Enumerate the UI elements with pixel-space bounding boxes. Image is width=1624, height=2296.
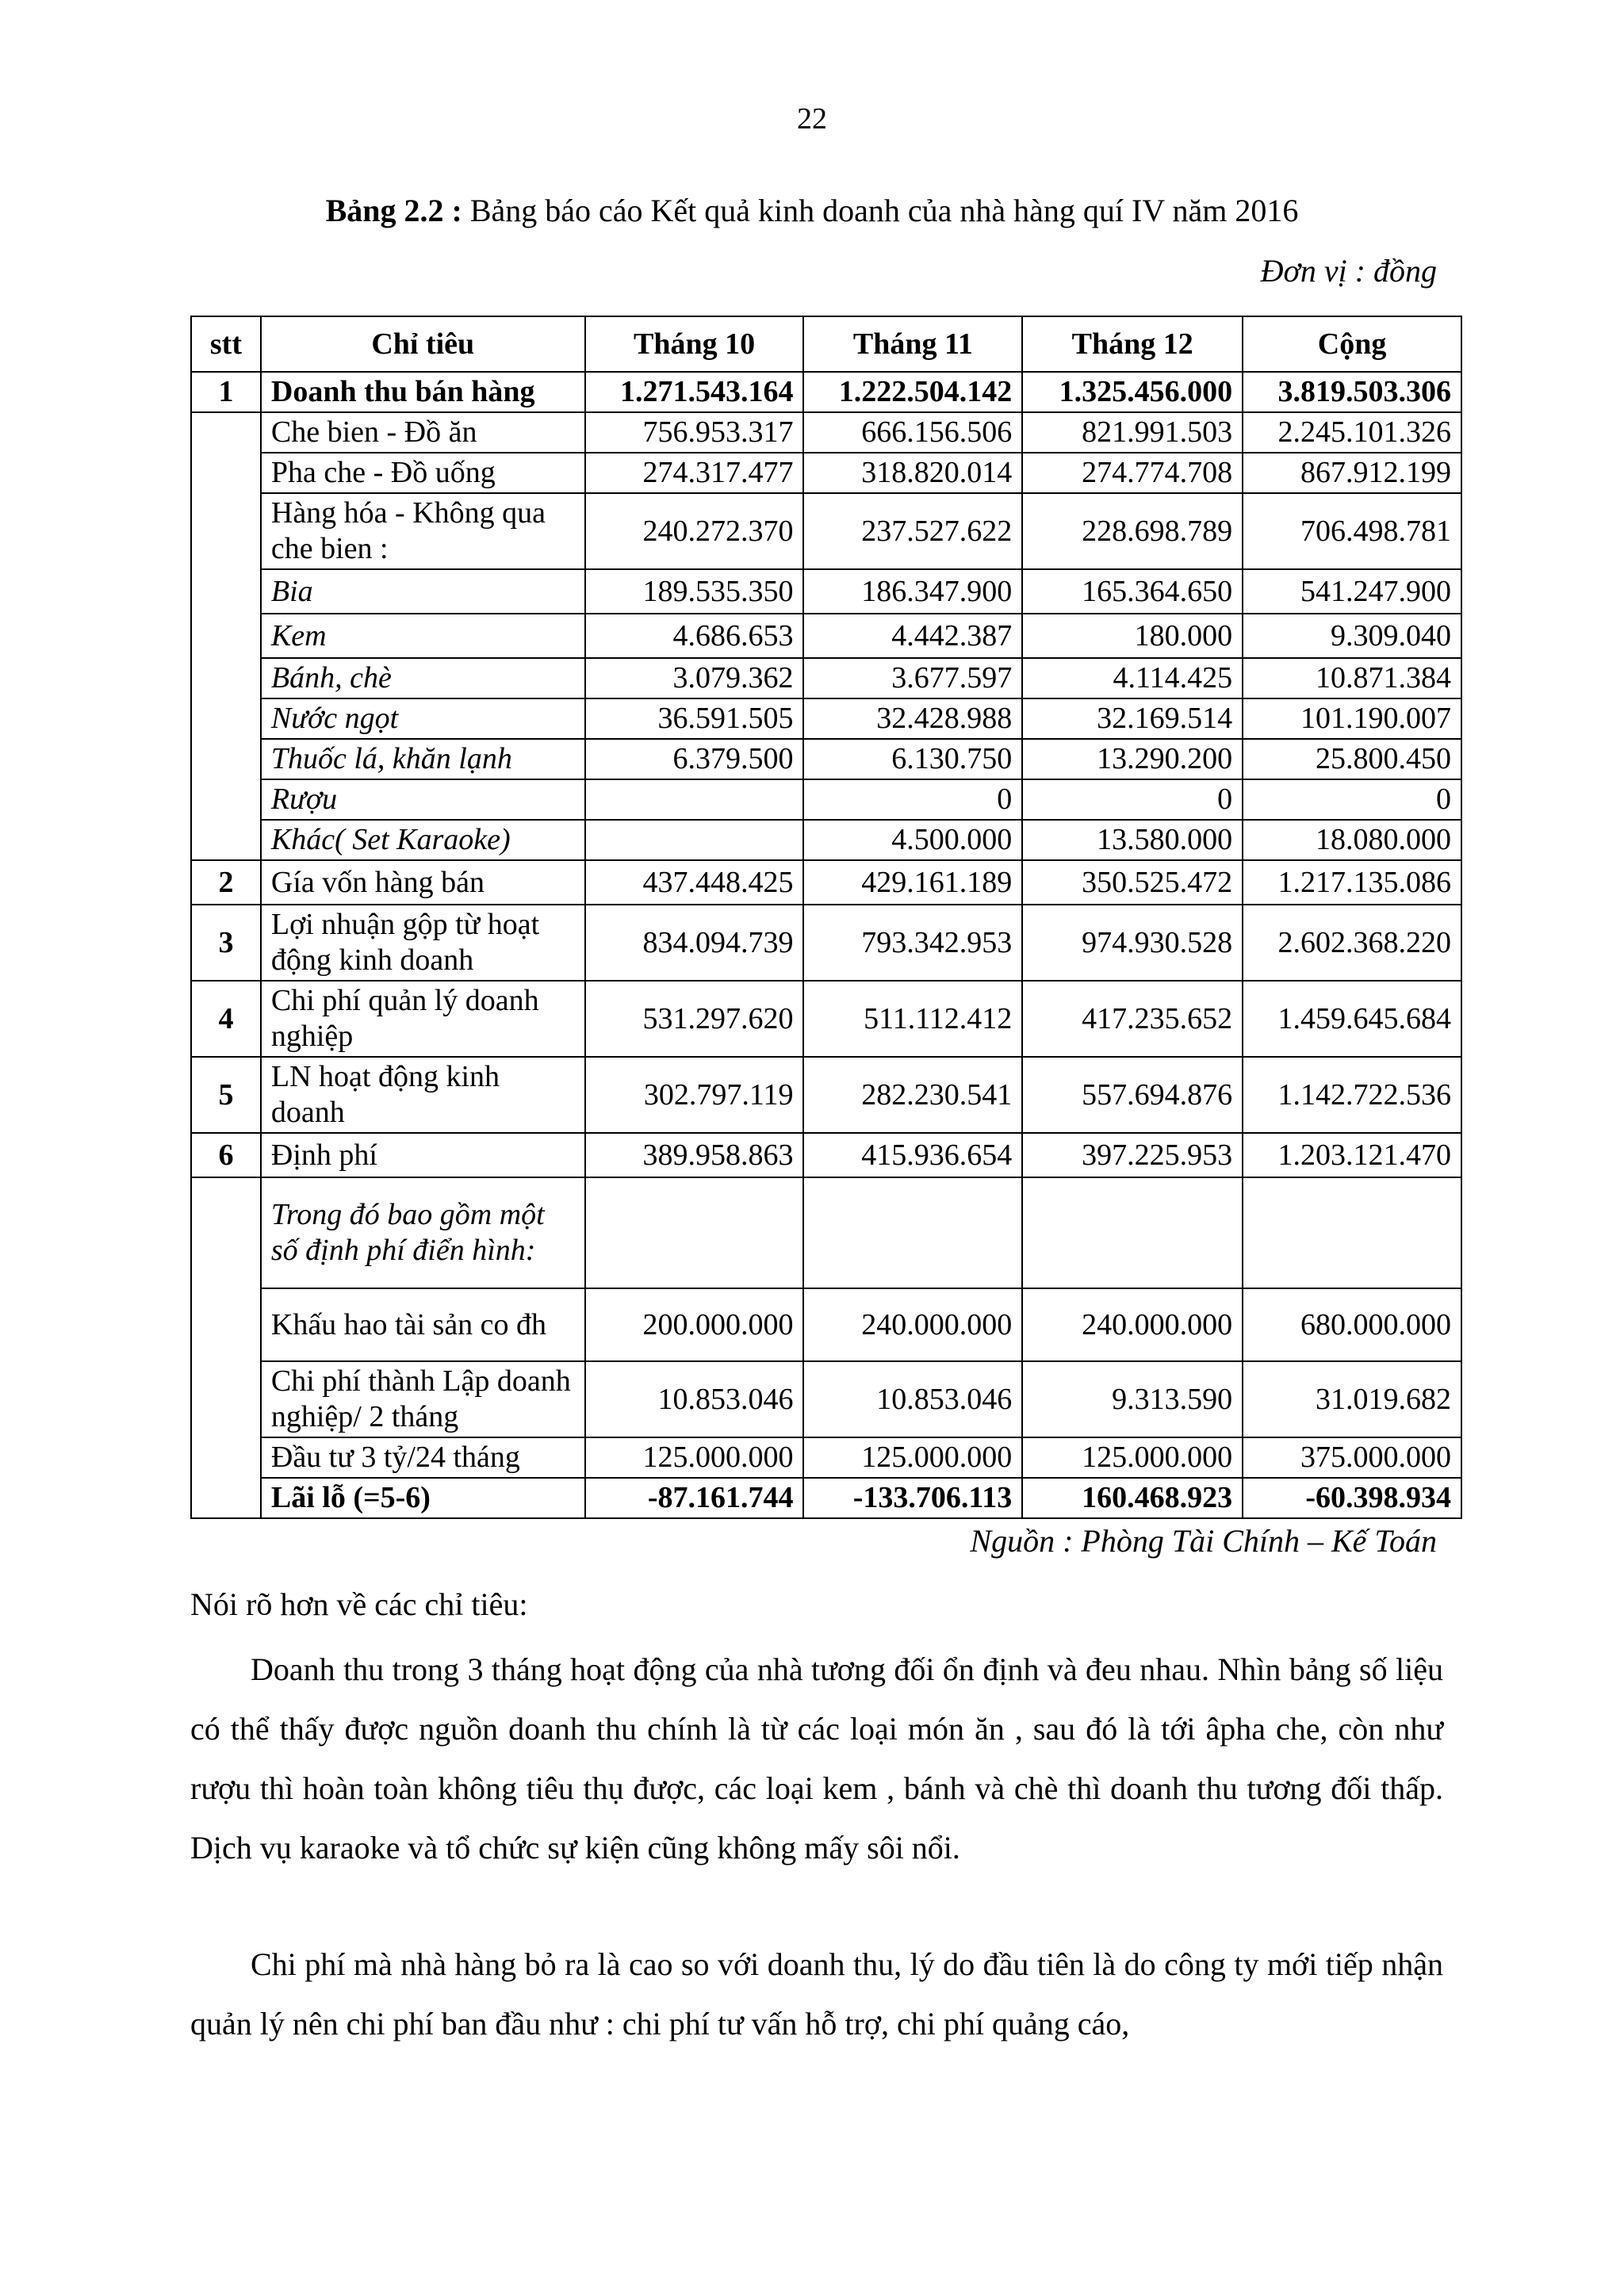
row-value: 302.797.119 (585, 1057, 804, 1133)
row-value: 511.112.412 (803, 981, 1022, 1057)
row-value: 125.000.000 (803, 1437, 1022, 1478)
row-value: 1.222.504.142 (803, 372, 1022, 412)
row-value: 666.156.506 (803, 412, 1022, 453)
table-row (191, 614, 1461, 658)
row-value: 2.602.368.220 (1243, 905, 1461, 981)
row-value: 274.317.477 (585, 453, 804, 493)
row-value: 13.290.200 (1022, 739, 1243, 779)
row-value: 4.686.653 (585, 614, 804, 658)
row-value: 974.930.528 (1022, 905, 1243, 981)
row-value: 0 (1243, 779, 1461, 820)
row-label: Chi phí quản lý doanh nghiệp (261, 981, 585, 1057)
row-value: 3.819.503.306 (1243, 372, 1461, 412)
header-total: Cộng (1243, 316, 1461, 372)
row-value: 189.535.350 (585, 569, 804, 614)
row-value: 1.142.722.536 (1243, 1057, 1461, 1133)
body-paragraph: Doanh thu trong 3 tháng hoạt động của nhà tương đối ổn định và đeu nhau. Nhìn bảng số liệu có thể thấy được nguồn doanh thu chính là từ các loại món ăn , sau đó là tới âpha che, còn như rượu thì hoàn toàn không tiêu thụ được, các loại kem , bánh và chè thì doanh thu tương đối thấp. Dịch vụ karaoke và tổ chức sự kiện cũng không mấy sôi nổi. (190, 1651, 1443, 1866)
row-label: Khác( Set Karaoke) (261, 820, 585, 860)
row-value: 240.000.000 (1022, 1288, 1243, 1361)
row-stt (191, 1177, 261, 1518)
row-value: 237.527.622 (803, 493, 1022, 569)
row-label: Chi phí thành Lập doanh nghiệp/ 2 tháng (261, 1361, 585, 1437)
table-row (191, 779, 1461, 820)
row-value: 13.580.000 (1022, 820, 1243, 860)
row-label: Rượu (261, 779, 585, 820)
row-value: 6.130.750 (803, 739, 1022, 779)
table-row (191, 1361, 1461, 1437)
row-value: 706.498.781 (1243, 493, 1461, 569)
row-value: 0 (1022, 779, 1243, 820)
row-value: 1.325.456.000 (1022, 372, 1243, 412)
table-row (191, 698, 1461, 739)
row-label: Che bien - Đồ ăn (261, 412, 585, 453)
row-value: 756.953.317 (585, 412, 804, 453)
row-value: 9.313.590 (1022, 1361, 1243, 1437)
row-value (585, 1177, 804, 1288)
table-title (0, 192, 1624, 229)
table-row (191, 372, 1461, 412)
row-value: 0 (803, 779, 1022, 820)
row-value: 4.500.000 (803, 820, 1022, 860)
row-value: 793.342.953 (803, 905, 1022, 981)
row-value: 18.080.000 (1243, 820, 1461, 860)
row-value: 160.468.923 (1022, 1478, 1243, 1518)
row-value (1022, 1177, 1243, 1288)
row-label: Hàng hóa - Không qua che bien : (261, 493, 585, 569)
row-value: -87.161.744 (585, 1478, 804, 1518)
row-value: 318.820.014 (803, 453, 1022, 493)
row-value: 415.936.654 (803, 1133, 1022, 1177)
table-row (191, 1057, 1461, 1133)
row-value: 375.000.000 (1243, 1437, 1461, 1478)
row-value (585, 779, 804, 820)
row-value: 4.442.387 (803, 614, 1022, 658)
row-value: 36.591.505 (585, 698, 804, 739)
row-value (1243, 1177, 1461, 1288)
row-label: LN hoạt động kinh doanh (261, 1057, 585, 1133)
table-row (191, 1177, 1461, 1288)
row-label: Gía vốn hàng bán (261, 860, 585, 905)
table-row (191, 493, 1461, 569)
row-value: 165.364.650 (1022, 569, 1243, 614)
row-value: 228.698.789 (1022, 493, 1243, 569)
row-stt: 6 (191, 1133, 261, 1177)
row-value: 834.094.739 (585, 905, 804, 981)
row-label: Doanh thu bán hàng (261, 372, 585, 412)
row-label: Lợi nhuận gộp từ hoạt động kinh doanh (261, 905, 585, 981)
header-indicator: Chỉ tiêu (261, 316, 585, 372)
source-note: Nguồn : Phòng Tài Chính – Kế Toán (970, 1523, 1437, 1559)
header-stt: stt (191, 316, 261, 372)
table-row (191, 1288, 1461, 1361)
row-value: 417.235.652 (1022, 981, 1243, 1057)
table-row (191, 1478, 1461, 1518)
table-row (191, 860, 1461, 905)
business-results-table (190, 316, 1462, 1519)
row-value: 240.000.000 (803, 1288, 1022, 1361)
row-value: 541.247.900 (1243, 569, 1461, 614)
row-value: 10.853.046 (585, 1361, 804, 1437)
table-header-row (191, 316, 1461, 372)
row-value: 350.525.472 (1022, 860, 1243, 905)
row-value: 10.853.046 (803, 1361, 1022, 1437)
row-label: Bia (261, 569, 585, 614)
row-label: Thuốc lá, khăn lạnh (261, 739, 585, 779)
row-value: 397.225.953 (1022, 1133, 1243, 1177)
row-value: 1.271.543.164 (585, 372, 804, 412)
row-value: 125.000.000 (585, 1437, 804, 1478)
row-label: Đầu tư 3 tỷ/24 tháng (261, 1437, 585, 1478)
row-value: 125.000.000 (1022, 1437, 1243, 1478)
table-row (191, 981, 1461, 1057)
row-stt: 2 (191, 860, 261, 905)
row-value: 180.000 (1022, 614, 1243, 658)
row-label: Trong đó bao gồm một số định phí điển hình: (261, 1177, 585, 1288)
row-value: 389.958.863 (585, 1133, 804, 1177)
row-value: 25.800.450 (1243, 739, 1461, 779)
header-month-10: Tháng 10 (585, 316, 804, 372)
row-value: 2.245.101.326 (1243, 412, 1461, 453)
row-value: 531.297.620 (585, 981, 804, 1057)
row-value: 867.912.199 (1243, 453, 1461, 493)
row-value: 32.169.514 (1022, 698, 1243, 739)
row-value: 274.774.708 (1022, 453, 1243, 493)
row-value: 10.871.384 (1243, 658, 1461, 698)
table-row (191, 453, 1461, 493)
row-value: 3.677.597 (803, 658, 1022, 698)
row-stt (191, 412, 261, 860)
row-value: 9.309.040 (1243, 614, 1461, 658)
row-value: 3.079.362 (585, 658, 804, 698)
row-value (803, 1177, 1022, 1288)
table-title-text: Bảng báo cáo Kết quả kinh doanh của nhà hàng quí IV năm 2016 (469, 193, 1299, 228)
row-value: 101.190.007 (1243, 698, 1461, 739)
row-label: Định phí (261, 1133, 585, 1177)
row-value (585, 820, 804, 860)
row-stt: 4 (191, 981, 261, 1057)
table-row (191, 1437, 1461, 1478)
row-label: Lãi lỗ (=5-6) (261, 1478, 585, 1518)
row-value: 240.272.370 (585, 493, 804, 569)
row-value: 32.428.988 (803, 698, 1022, 739)
row-label: Bánh, chè (261, 658, 585, 698)
table-title-prefix: Bảng 2.2 : (325, 193, 462, 228)
row-value: 437.448.425 (585, 860, 804, 905)
row-value: 680.000.000 (1243, 1288, 1461, 1361)
row-value: 200.000.000 (585, 1288, 804, 1361)
table-row (191, 739, 1461, 779)
row-label: Khấu hao tài sản co đh (261, 1288, 585, 1361)
row-stt: 1 (191, 372, 261, 412)
row-value: 1.203.121.470 (1243, 1133, 1461, 1177)
table-row (191, 905, 1461, 981)
row-label: Kem (261, 614, 585, 658)
page-number: 22 (797, 102, 827, 136)
row-value: 821.991.503 (1022, 412, 1243, 453)
row-value: 1.459.645.684 (1243, 981, 1461, 1057)
table-row (191, 1133, 1461, 1177)
row-value: 429.161.189 (803, 860, 1022, 905)
header-month-12: Tháng 12 (1022, 316, 1243, 372)
body-paragraph: Chi phí mà nhà hàng bỏ ra là cao so với doanh thu, lý do đầu tiên là do công ty mới tiếp nhận quản lý nên chi phí ban đầu như : chi phí tư vấn hỗ trợ, chi phí quảng cáo, (190, 1946, 1443, 2042)
row-value: 31.019.682 (1243, 1361, 1461, 1437)
table-row (191, 658, 1461, 698)
row-value: 1.217.135.086 (1243, 860, 1461, 905)
row-label: Nước ngọt (261, 698, 585, 739)
table-body (191, 372, 1461, 1518)
row-stt: 5 (191, 1057, 261, 1133)
row-value: 4.114.425 (1022, 658, 1243, 698)
paragraph-heading: Nói rõ hơn về các chỉ tiêu: (190, 1586, 528, 1622)
row-value: 6.379.500 (585, 739, 804, 779)
table-row (191, 412, 1461, 453)
row-value: -60.398.934 (1243, 1478, 1461, 1518)
row-stt: 3 (191, 905, 261, 981)
table-row (191, 820, 1461, 860)
header-month-11: Tháng 11 (803, 316, 1022, 372)
row-value: 186.347.900 (803, 569, 1022, 614)
row-value: -133.706.113 (803, 1478, 1022, 1518)
unit-note: Đơn vị : đồng (1260, 253, 1437, 289)
row-label: Pha che - Đồ uống (261, 453, 585, 493)
row-value: 557.694.876 (1022, 1057, 1243, 1133)
table-row (191, 569, 1461, 614)
row-value: 282.230.541 (803, 1057, 1022, 1133)
